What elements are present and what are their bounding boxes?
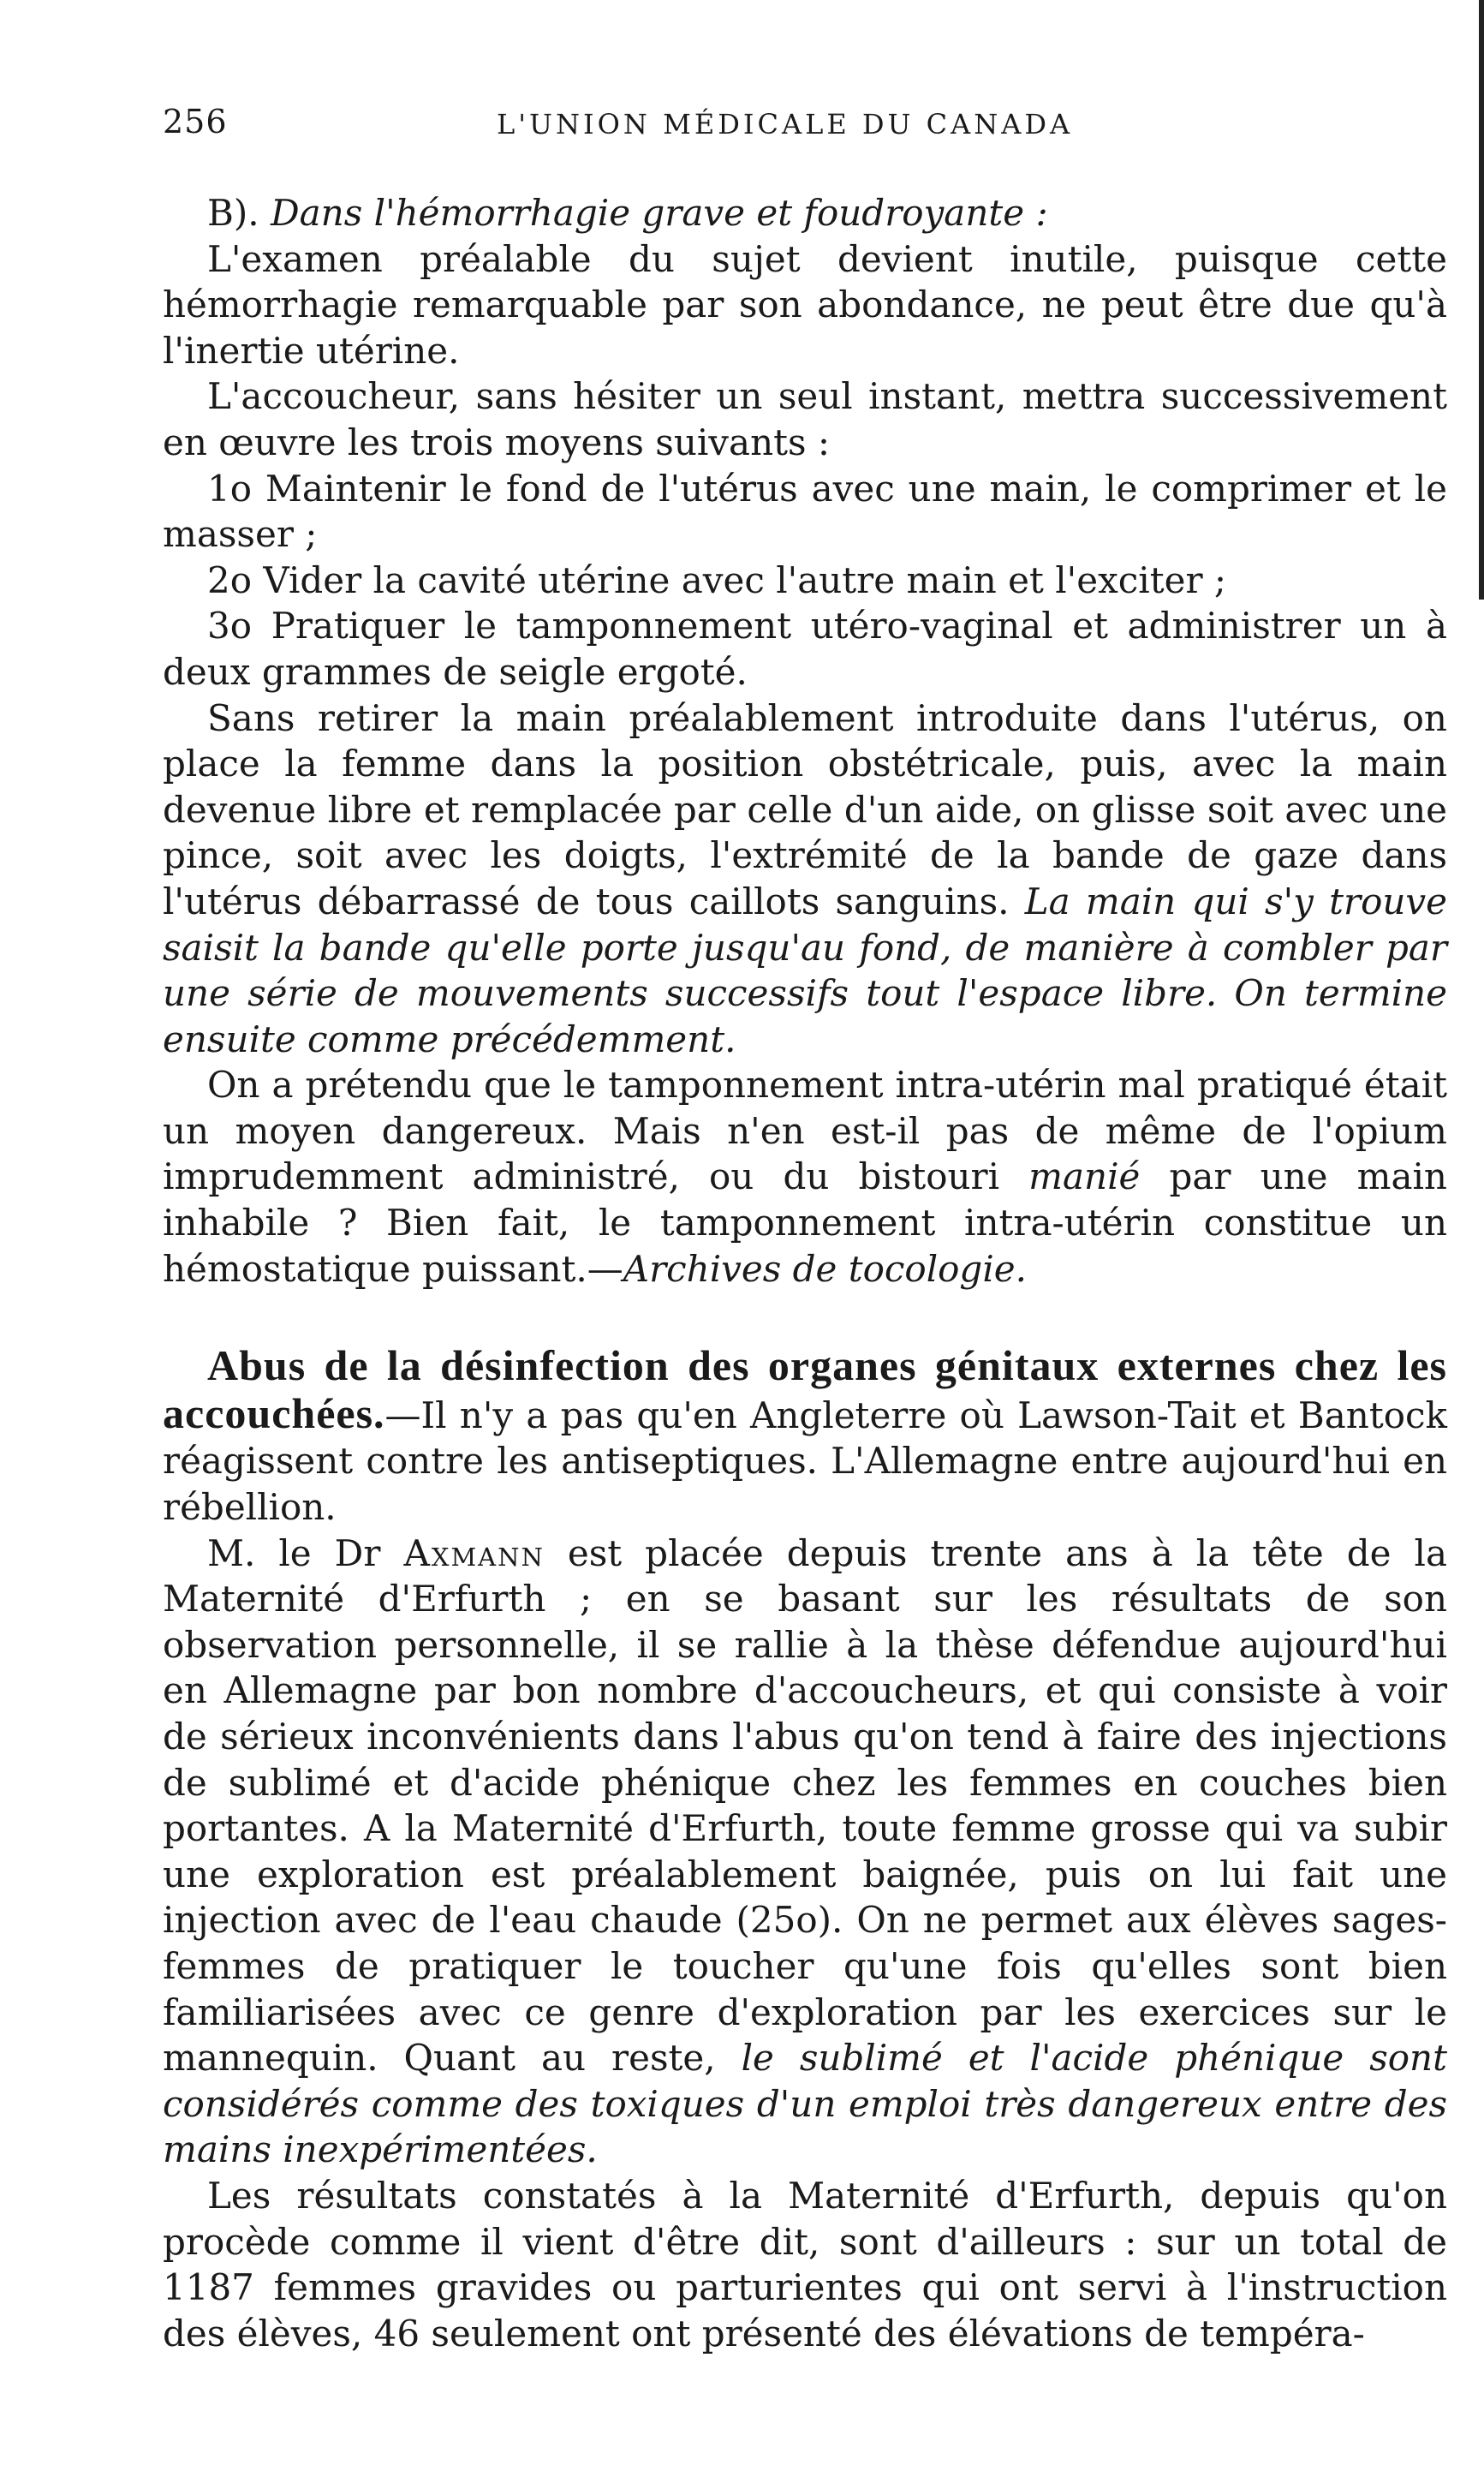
paragraph-text: Sans retirer la main préalablement introduite dans l'utérus, on place la femme dans la position obstétricale, puis, avec la main devenue libre et remplacée par celle d'un aide, on glisse soit avec une pince, soit avec les doigts, l'extrémité de la bande de gaze dans l'utérus débarrassé de tous caillots sanguins. [163, 696, 1447, 922]
paragraph [163, 1062, 1447, 1292]
author-name: Axmann [403, 1531, 545, 1574]
list-item: 2o Vider la cavité utérine avec l'autre main et l'exciter ; [207, 558, 1227, 601]
paragraph: Les résultats constatés à la Maternité d'Erfurth, depuis qu'on procède comme il vient d'être dit, sont d'ailleurs : sur un total de 1187 femmes gravides ou parturientes qui ont servi à l'instruction des élèves, 46 seulement ont présenté des élévations de tempéra- [163, 2174, 1447, 2355]
paragraph: L'examen préalable du sujet devient inutile, puisque cette hémorrhagie remarquable par son abondance, ne peut être due qu'à l'inertie utérine. [163, 237, 1447, 372]
page-edge [1479, 0, 1484, 600]
running-title: L'UNION MÉDICALE DU CANADA [497, 108, 1074, 140]
paragraph-text: —Il n'y a pas qu'en Angleterre où Lawson-Tait et Bantock réagissent contre les antiseptiques. L'Allemagne entre aujourd'hui en rébellion. [163, 1394, 1447, 1529]
paragraph [163, 1531, 1447, 2173]
paragraph-text: est placée depuis trente ans à la tête de la Maternité d'Erfurth ; en se basant sur les résultats de son observation personnelle, il se rallie à la thèse défendue aujourd'hui en Allemagne par bon nombre d'accoucheurs, et qui consiste à voir de sérieux inconvénients dans l'abus qu'on tend à faire des injections de sublimé et d'acide phénique chez les femmes en couches bien portantes. A la Maternité d'Erfurth, toute femme grosse qui va subir une exploration est préalablement baignée, puis on lui fait une injection avec de l'eau chaude (25o). On ne permet aux élèves sages-femmes de pratiquer le toucher qu'une fois qu'elles sont bien familiarisées avec ce genre d'exploration par les exercices sur le mannequin. Quant au reste, [163, 1531, 1447, 2080]
paragraph-italic: précédemment. [450, 1018, 736, 1060]
article-title: Abus de la désinfection des organes génitaux externes chez les accouchées. [163, 1341, 1447, 1437]
section-gap [163, 1292, 1447, 1343]
paragraph-text: par une main inhabile ? Bien fait, le tamponnement intra-utérin constitue un hémostatique puissant.— [163, 1155, 1447, 1290]
paragraph-text: On a prétendu que le tamponnement intra-utérin mal pratiqué était un moyen dangereux. Mais n'en est-il pas de même de l'opium imprudemment administré, ou du bistouri [163, 1064, 1447, 1198]
paragraph-text: M. le Dr [207, 1531, 381, 1574]
paragraph [163, 695, 1447, 1063]
article-lead [163, 1343, 1447, 1530]
paragraph-italic: La main qui s'y trouve saisit la bande qu'elle porte jusqu'au fond, de manière à combler par une série de mouvements successifs tout l'espace libre. On termine ensuite comme [163, 880, 1447, 1060]
list-item: 1o Maintenir le fond de l'utérus avec une main, le comprimer et le masser ; [163, 467, 1447, 556]
paragraph: L'accoucheur, sans hésiter un seul instant, mettra successivement en œuvre les trois moyens suivants : [163, 375, 1447, 463]
paragraph-italic: le sublimé et l'acide phénique sont considérés comme des toxiques d'un emploi très dangereux entre des mains inexpérimentées. [163, 2037, 1447, 2171]
paragraph-italic: manié [1028, 1155, 1141, 1198]
section-heading [163, 190, 1447, 236]
page-header [163, 103, 1447, 154]
section-title: Dans l'hémorrhagie grave et foudroyante : [270, 192, 1048, 234]
page-number: 256 [163, 103, 228, 140]
section-label: B). [207, 192, 259, 234]
list-item: 3o Pratiquer le tamponnement utéro-vaginal et administrer un à deux grammes de seigle ergoté. [163, 605, 1447, 693]
page-body [163, 190, 1447, 2356]
source-citation: Archives de tocologie. [623, 1247, 1027, 1290]
